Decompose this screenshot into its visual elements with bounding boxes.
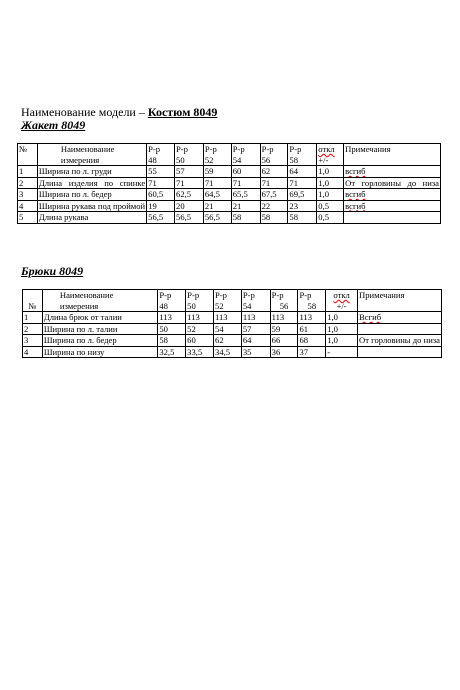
header-size: Р-р 58 <box>288 144 317 166</box>
table-row <box>23 323 442 335</box>
header-size: Р-р 50 <box>186 290 214 312</box>
header-size: Р-р 52 <box>214 290 242 312</box>
row-value: 68 <box>298 335 326 347</box>
row-note: всгиб <box>344 189 441 201</box>
row-value: 65,5 <box>231 189 260 201</box>
table-row <box>18 166 441 178</box>
row-value: 113 <box>270 312 298 324</box>
row-value: 50 <box>158 323 186 335</box>
row-value: 21 <box>203 200 231 212</box>
row-value: 20 <box>175 200 204 212</box>
row-value: 113 <box>298 312 326 324</box>
pants-section-title: Брюки 8049 <box>21 264 84 278</box>
row-value: 58 <box>158 335 186 347</box>
row-deviation: 0,5 <box>317 212 344 224</box>
row-value: 113 <box>158 312 186 324</box>
row-value: 58 <box>288 212 317 224</box>
row-value: 71 <box>147 177 175 189</box>
row-value: 37 <box>298 346 326 358</box>
row-deviation: - <box>326 346 358 358</box>
row-num: 5 <box>18 212 38 224</box>
row-value: 56,5 <box>147 212 175 224</box>
row-value: 113 <box>241 312 270 324</box>
row-num: 1 <box>23 312 43 324</box>
row-value: 64 <box>241 335 270 347</box>
table-row <box>23 335 442 347</box>
row-name: Длина изделия по спинке <box>38 177 146 188</box>
row-deviation: 1,0 <box>317 189 344 201</box>
table-row <box>23 346 442 358</box>
header-size: Р-р 50 <box>175 144 204 166</box>
row-num: 1 <box>18 166 38 178</box>
row-note <box>344 212 441 224</box>
header-size: Р-р 56 <box>270 290 298 312</box>
row-name: Длина рукава <box>37 212 146 224</box>
row-deviation: 1,0 <box>317 177 344 189</box>
row-value: 36 <box>270 346 298 358</box>
row-value: 52 <box>186 323 214 335</box>
header-size: Р-р 52 <box>203 144 231 166</box>
row-value: 113 <box>214 312 242 324</box>
row-note: От горловины до низа <box>359 335 440 345</box>
row-value: 62,5 <box>175 189 204 201</box>
header-size: Р-р 48 <box>147 144 175 166</box>
model-title-name: Костюм 8049 <box>147 105 218 119</box>
row-value: 66 <box>270 335 298 347</box>
jacket-section-title: Жакет 8049 <box>21 118 86 132</box>
row-name: Ширина рукава под проймой <box>38 200 146 211</box>
row-deviation: 1,0 <box>326 312 358 324</box>
row-note <box>358 323 442 335</box>
model-title-prefix: Наименование модели – <box>21 105 148 119</box>
table-row <box>18 212 441 224</box>
header-notes: Примечания <box>344 144 441 166</box>
row-note: Всгиб <box>358 312 442 324</box>
row-value: 59 <box>270 323 298 335</box>
row-value: 67,5 <box>260 189 288 201</box>
header-deviation: откл +/- <box>317 144 344 166</box>
header-deviation: откл +/- <box>326 290 358 312</box>
header-name: Наименование измерения <box>37 144 146 166</box>
row-value: 55 <box>147 166 175 178</box>
row-num: 2 <box>18 177 38 189</box>
row-value: 56,5 <box>203 212 231 224</box>
row-value: 34,5 <box>214 346 242 358</box>
row-value: 71 <box>231 177 260 189</box>
row-value: 62 <box>214 335 242 347</box>
row-value: 64 <box>288 166 317 178</box>
header-size: Р-р 56 <box>260 144 288 166</box>
row-value: 71 <box>260 177 288 189</box>
row-value: 56,5 <box>175 212 204 224</box>
header-size: Р-р 54 <box>231 144 260 166</box>
row-value: 58 <box>260 212 288 224</box>
row-value: 57 <box>241 323 270 335</box>
table-row <box>18 200 441 212</box>
pants-measurements-table <box>22 289 442 358</box>
row-num: 3 <box>18 189 38 201</box>
header-size: Р-р 48 <box>158 290 186 312</box>
row-deviation: 0,5 <box>317 200 344 212</box>
header-size: Р-р 58 <box>298 290 326 312</box>
row-num: 4 <box>18 200 38 212</box>
row-value: 58 <box>231 212 260 224</box>
row-value: 57 <box>175 166 204 178</box>
row-value: 22 <box>260 200 288 212</box>
row-value: 61 <box>298 323 326 335</box>
row-value: 62 <box>260 166 288 178</box>
row-name: Ширина по л. бедер <box>42 335 157 347</box>
header-num: № <box>18 144 38 166</box>
row-name: Длина брюк от талии <box>42 312 157 324</box>
row-value: 54 <box>214 323 242 335</box>
row-deviation: 1,0 <box>326 323 358 335</box>
row-name: Ширина по низу <box>42 346 157 358</box>
row-name: Ширина по л. груди <box>37 166 146 178</box>
table-header-row <box>18 144 441 166</box>
row-note: всгиб <box>344 200 441 212</box>
header-num: № <box>23 290 43 312</box>
row-name: Ширина по л. талии <box>42 323 157 335</box>
row-value: 60 <box>186 335 214 347</box>
table-row <box>18 189 441 201</box>
table-row <box>18 177 441 189</box>
row-deviation: 1,0 <box>326 335 358 347</box>
row-note: От горловины до низа <box>345 177 439 188</box>
row-value: 33,5 <box>186 346 214 358</box>
row-deviation: 1,0 <box>317 166 344 178</box>
row-value: 21 <box>231 200 260 212</box>
row-value: 71 <box>175 177 204 189</box>
row-value: 69,5 <box>288 189 317 201</box>
header-name: Наименование измерения <box>42 290 157 312</box>
row-value: 60 <box>231 166 260 178</box>
row-note: всгиб <box>344 166 441 178</box>
row-value: 59 <box>203 166 231 178</box>
row-value: 113 <box>186 312 214 324</box>
header-notes: Примечания <box>358 290 442 312</box>
row-num: 2 <box>23 323 43 335</box>
row-value: 19 <box>147 200 175 212</box>
row-num: 3 <box>23 335 43 347</box>
row-value: 32,5 <box>158 346 186 358</box>
row-value: 64,5 <box>203 189 231 201</box>
table-row <box>23 312 442 324</box>
row-value: 23 <box>288 200 317 212</box>
row-value: 71 <box>288 177 317 189</box>
row-value: 35 <box>241 346 270 358</box>
row-note <box>358 346 442 358</box>
table-header-row <box>23 290 442 312</box>
row-name: Ширина по л. бедер <box>37 189 146 201</box>
row-value: 60,5 <box>147 189 175 201</box>
row-num: 4 <box>23 346 43 358</box>
header-size: Р-р 54 <box>241 290 270 312</box>
row-value: 71 <box>203 177 231 189</box>
jacket-measurements-table <box>17 143 441 224</box>
